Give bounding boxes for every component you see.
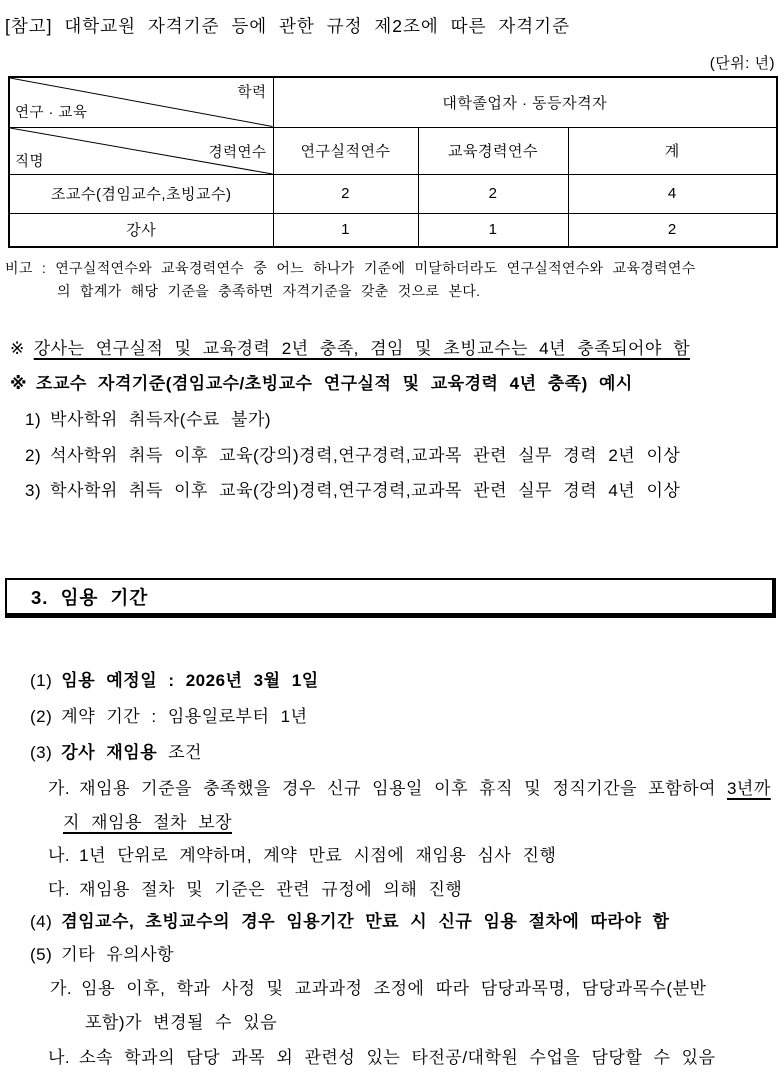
cell-education-years: 1: [418, 213, 568, 247]
subitem-na-contract: [48, 841, 556, 866]
item-text: 기타 유의사항: [61, 945, 175, 964]
remark-assistant-professor-example: [10, 369, 633, 394]
subitem-marker: 다.: [48, 880, 71, 899]
subitem-text: 1년 단위로 계약하며, 계약 만료 시점에 재임용 심사 진행: [79, 846, 557, 865]
section-heading-box: [5, 578, 776, 618]
remark-underlined-text: 강사는 연구실적 및 교육경력 2년 충족, 겸임 및 초빙교수는 4년 충족되어야 함: [33, 339, 690, 358]
subitem-ga-continuation: [63, 808, 232, 833]
remark-bold-text: 조교수 자격기준(겸임교수/초빙교수 연구실적 및 교육경력 4년 충족) 예시: [36, 374, 633, 393]
cell-research-years: 1: [273, 213, 418, 247]
qualification-table: [8, 76, 778, 248]
item-bold-text: 임용 예정일 : 2026년 3월 1일: [61, 671, 319, 690]
subitem-underlined-text: 3년까: [726, 779, 771, 798]
corner-label-career-years: 경력연수: [208, 144, 267, 161]
cell-total: 4: [568, 174, 777, 213]
item-text: 계약 기간 : 임용일로부터 1년: [61, 707, 308, 726]
cell-education-years: 2: [418, 174, 568, 213]
item-number: (3): [30, 743, 53, 762]
col-header-education-years: 교육경력연수: [418, 127, 568, 174]
example-number: 3): [25, 481, 42, 500]
row-label-lecturer: 강사: [9, 213, 273, 247]
remark-lecturer-requirement: [10, 334, 690, 359]
col-header-research-years: 연구실적연수: [273, 127, 418, 174]
item-other-notes: [30, 940, 174, 965]
subitem-text: 재임용 절차 및 기준은 관련 규정에 의해 진행: [79, 880, 463, 899]
item-adjunct-professor: [30, 907, 669, 932]
subitem-marker: 나.: [48, 1048, 71, 1067]
subitem-na-other-courses: [48, 1043, 716, 1068]
subitem-marker: 가.: [48, 779, 71, 798]
table-header-row-2: [9, 127, 777, 174]
subitem-marker: 나.: [48, 846, 71, 865]
item-number: (4): [30, 912, 53, 931]
table-header-row-1: [9, 77, 777, 127]
corner-cell-top: [9, 77, 273, 127]
example-text: 학사학위 취득 이후 교육(강의)경력,연구경력,교과목 관련 실무 경력 4년 이상: [50, 481, 681, 500]
reference-mark-icon: ※: [10, 374, 28, 393]
example-text: 박사학위 취득자(수료 불가): [50, 410, 272, 429]
item-bold-text: 겸임교수, 초빙교수의 경우 임용기간 만료 시 신규 임용 절차에 따라야 함: [61, 912, 670, 931]
corner-label-academic: 학력: [237, 85, 267, 101]
subitem-text: 재임용 기준을 충족했을 경우 신규 임용일 이후 휴직 및 정직기간을 포함하여: [79, 779, 716, 798]
section-heading: 3. 임용 기간: [31, 586, 149, 608]
example-number: 1): [25, 410, 42, 429]
table-footnote-line2: 의 합계가 해당 기준을 충족하면 자격기준을 갖춘 것으로 본다.: [57, 283, 481, 299]
table-span-header: 대학졸업자 · 동등자격자: [273, 77, 777, 127]
item-reappointment-condition: [30, 738, 202, 763]
unit-note: (단위: 년): [709, 55, 775, 72]
subitem-underlined-text: 지 재임용 절차 보장: [63, 813, 233, 832]
item-number: (2): [30, 707, 53, 726]
page-title: [참고] 대학교원 자격기준 등에 관한 규정 제2조에 따른 자격기준: [5, 16, 570, 36]
example-item-2: [25, 441, 680, 466]
subitem-marker: 가.: [50, 979, 73, 998]
subitem-ga-reappointment: [48, 774, 771, 799]
example-number: 2): [25, 446, 42, 465]
subitem-text: 포함)가 변경될 수 있음: [85, 1013, 278, 1032]
item-number: (5): [30, 945, 53, 964]
table-row: [9, 213, 777, 247]
subitem-ga-continuation: [85, 1008, 277, 1033]
item-contract-period: [30, 702, 308, 727]
cell-research-years: 2: [273, 174, 418, 213]
reference-mark-icon: ※: [10, 339, 25, 358]
col-header-total: 계: [568, 127, 777, 174]
subitem-da-procedure: [48, 875, 462, 900]
item-appointment-date: [30, 666, 319, 691]
item-number: (1): [30, 671, 53, 690]
item-text: 조건: [168, 743, 202, 762]
table-row: [9, 174, 777, 213]
subitem-text: 임용 이후, 학과 사정 및 교과과정 조정에 따라 담당과목명, 담당과목수(분반: [81, 979, 707, 998]
subitem-text: 소속 학과의 담당 과목 외 관련성 있는 타전공/대학원 수업을 담당할 수 있음: [79, 1048, 716, 1067]
example-item-3: [25, 476, 680, 501]
example-text: 석사학위 취득 이후 교육(강의)경력,연구경력,교과목 관련 실무 경력 2년 이상: [50, 446, 681, 465]
example-item-1: [25, 405, 271, 430]
item-bold-text: 강사 재임용: [61, 743, 158, 762]
table-footnote-line1: 비고 : 연구실적연수와 교육경력연수 중 어느 하나가 기준에 미달하더라도 연구실적연수와 교육경력연수: [5, 260, 696, 276]
corner-label-research-education: 연구 · 교육: [15, 104, 88, 121]
row-label-assistant-professor: 조교수(겸임교수,초빙교수): [9, 174, 273, 213]
cell-total: 2: [568, 213, 777, 247]
subitem-ga-subject-change: [50, 974, 706, 999]
corner-label-position: 직명: [15, 153, 45, 170]
corner-cell-bottom: [9, 127, 273, 174]
